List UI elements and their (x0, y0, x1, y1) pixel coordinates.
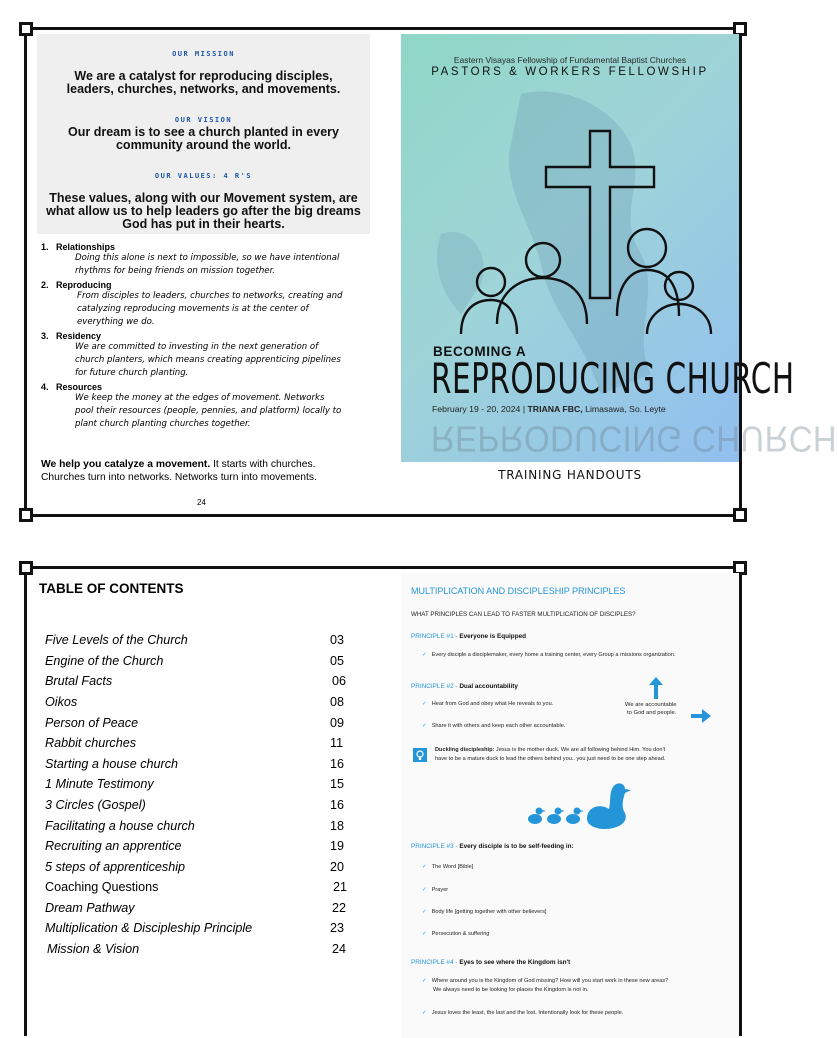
value-line: catalyzing reproducing movements is at the center of (77, 304, 309, 314)
principle-3-item (422, 930, 489, 939)
mission-text: We are a catalyst for reproducing disciples, leaders, churches, networks, and movements. (66, 69, 341, 96)
toc-label: Mission & Vision (47, 942, 140, 956)
lightbulb-icon (413, 748, 427, 762)
toc-page: 11 (330, 736, 344, 750)
check-icon: ✓ (422, 864, 427, 870)
duckling-discipleship-note (435, 746, 735, 764)
toc-entry (45, 921, 345, 935)
principle-2-item (422, 722, 565, 731)
value-line: pool their resources (people, pennies, and platform) locally to (75, 406, 342, 416)
toc-label: Dream Pathway (45, 901, 135, 915)
check-icon: ✓ (422, 909, 427, 915)
cover-title: PASTORS & WORKERS FELLOWSHIP (431, 66, 709, 78)
island-map-shape (437, 232, 484, 314)
frame-corner (19, 508, 33, 522)
principle-2-item (422, 700, 553, 709)
toc-page: 19 (330, 839, 345, 853)
toc-label: 5 steps of apprenticeship (45, 860, 186, 874)
value-item (41, 331, 381, 380)
toc-page: 22 (332, 901, 347, 915)
frame-corner (733, 508, 747, 522)
toc-page: 06 (332, 674, 347, 688)
frame-corner (19, 22, 33, 36)
principle-title: Dual accountability (459, 683, 518, 690)
headline-reflection: REPRODUCING CHURCH (431, 418, 837, 458)
toc-label: Facilitating a house church (45, 819, 195, 833)
value-description (41, 290, 381, 329)
vision-text: Our dream is to see a church planted in every community around the world. (68, 125, 339, 152)
cover-headline: REPRODUCING CHURCH (431, 354, 795, 404)
closing-statement (41, 458, 381, 484)
item-text: We always need to be looking for places the Kingdom is not in. (433, 987, 589, 993)
cover-poster (401, 34, 837, 462)
handout-page-spread-top (24, 27, 837, 517)
toc-entry (45, 901, 345, 915)
toc-page: 16 (330, 757, 345, 771)
toc-label: 3 Circles (Gospel) (45, 798, 146, 812)
item-text: Jesus loves the least, the last and the lost. Intentionally look for these people. (431, 1010, 624, 1016)
principle-4-item (422, 977, 668, 995)
toc-page: 16 (330, 798, 345, 812)
toc-page: 20 (330, 860, 345, 874)
toc-page: 18 (330, 819, 345, 833)
item-text: Prayer (431, 887, 449, 893)
principle-number: PRINCIPLE #2 - (411, 683, 458, 690)
principle-number: PRINCIPLE #3 - (411, 843, 458, 850)
value-title: Reproducing (56, 280, 112, 290)
check-icon: ✓ (422, 723, 427, 729)
toc-entry (45, 757, 345, 771)
principles-page (401, 573, 739, 1038)
toc-entry (45, 633, 345, 647)
item-text: Hear from God and obey what He reveals to you. (431, 701, 554, 707)
value-line: We keep the money at the edges of movement. Networks (75, 393, 325, 403)
value-line: rhythms for being friends on mission together. (75, 266, 276, 276)
arrow-right-icon (691, 709, 711, 723)
values-text: These values, along with our Movement system, are what allow us to help leaders go after the big dreams God has put in their hearts. (46, 191, 361, 231)
toc-page: 09 (330, 716, 345, 730)
event-dates: February 19 - 20, 2024 (432, 404, 521, 414)
toc-label: Person of Peace (45, 716, 139, 730)
principle-title: Eyes to see where the Kingdom isn't (459, 959, 571, 966)
values-heading: OUR VALUES: 4 R'S (154, 172, 253, 180)
note-line: to God and people. (627, 710, 677, 716)
toc-title: TABLE OF CONTENTS (39, 581, 184, 596)
toc-label: Brutal Facts (45, 674, 113, 688)
closing-bold: We help you catalyze a movement. (41, 459, 211, 470)
value-line: church planters, which means creating apprenticing pipelines (75, 355, 341, 365)
toc-label: Starting a house church (45, 757, 179, 771)
check-icon: ✓ (422, 887, 427, 893)
principle-title: Everyone is Equipped (459, 633, 527, 640)
principle-1-item (422, 651, 675, 660)
toc-label: Multiplication & Discipleship Principle (45, 921, 253, 935)
principle-3-heading (411, 843, 574, 850)
accountable-note (625, 701, 676, 717)
value-item (41, 280, 381, 329)
closing-line-2: Churches turn into networks. Networks turn into movements. (41, 472, 317, 483)
training-handouts-label: TRAINING HANDOUTS (498, 468, 642, 482)
toc-page: 03 (330, 633, 345, 647)
value-line: for future church planting. (75, 368, 189, 378)
principle-3-item (422, 886, 448, 895)
toc-label: 1 Minute Testimony (45, 777, 154, 791)
toc-page: 05 (330, 654, 345, 668)
item-text: Every disciple a disciplemaker, every home a training center, every Group a missions organization. (431, 652, 676, 658)
toc-entry (45, 880, 348, 894)
value-line: We are committed to investing in the next generation of (75, 342, 319, 352)
principle-4-heading (411, 959, 570, 966)
toc-label: Recruiting an apprentice (45, 839, 182, 853)
toc-label: Five Levels of the Church (45, 633, 188, 647)
cover-organization: Eastern Visayas Fellowship of Fundamental Baptist Churches (453, 55, 687, 65)
check-icon: ✓ (422, 652, 427, 658)
item-text: The Word [Bible] (431, 864, 474, 870)
value-number: 3. (41, 331, 49, 341)
handout-page-spread-bottom (24, 566, 742, 1036)
toc-page: 15 (330, 777, 345, 791)
note-text: Jesus is the mother duck. We are all following behind Him. You don't (494, 747, 666, 753)
principles-question: WHAT PRINCIPLES CAN LEAD TO FASTER MULTIPLICATION OF DISCIPLES? (411, 611, 636, 618)
check-icon: ✓ (422, 931, 427, 937)
value-number: 1. (41, 242, 49, 252)
toc-label: Coaching Questions (45, 880, 159, 894)
value-number: 2. (41, 280, 49, 290)
toc-label: Oikos (45, 695, 78, 709)
value-title: Resources (56, 382, 103, 392)
principle-number: PRINCIPLE #1 - (411, 633, 458, 640)
item-text: Share it with others and keep each other accountable. (431, 723, 566, 729)
value-title: Relationships (56, 242, 116, 252)
cover-becoming: BECOMING A (433, 344, 527, 359)
principle-3-item (422, 863, 473, 872)
value-title: Residency (56, 331, 102, 341)
ducks-illustration (525, 779, 635, 829)
closing-rest: It starts with churches. (210, 459, 316, 470)
toc-page: 21 (333, 880, 348, 894)
item-text: Body life [getting together with other believers] (431, 909, 547, 915)
value-line: plant church planting churches together. (75, 419, 251, 429)
toc-label: Rabbit churches (45, 736, 137, 750)
cover-event-details (432, 404, 666, 414)
note-text: have to be a mature duck to lead the others behind you.. you just need to be one step ahead. (435, 756, 666, 762)
value-description (41, 252, 381, 278)
toc-label: Engine of the Church (45, 654, 164, 668)
check-icon: ✓ (422, 978, 427, 984)
mission-vision-box (37, 34, 370, 234)
check-icon: ✓ (422, 1010, 427, 1016)
arrow-up-icon (649, 677, 663, 699)
value-description (41, 392, 381, 431)
toc-entry (45, 819, 345, 833)
item-text: Where around you is the Kingdom of God missing? How will you start work in these new areas? (431, 978, 669, 984)
check-icon: ✓ (422, 701, 427, 707)
event-venue: TRIANA FBC, (527, 404, 583, 414)
toc-entry (45, 716, 345, 730)
toc-entry (45, 695, 345, 709)
mission-heading: OUR MISSION (172, 50, 235, 58)
value-line: From disciples to leaders, churches to networks, creating and (77, 291, 343, 301)
note-bold: Duckling discipleship: (435, 747, 495, 753)
toc-entry (45, 839, 345, 853)
value-item (41, 242, 381, 278)
toc-entry (45, 654, 345, 668)
toc-entry (45, 777, 345, 791)
value-item (41, 382, 381, 431)
value-line: everything we do. (77, 317, 155, 327)
principle-2-heading (411, 683, 518, 690)
note-line: We are accountable (625, 702, 677, 708)
principle-title: Every disciple is to be self-feeding in: (459, 843, 574, 850)
value-number: 4. (41, 382, 49, 392)
item-text: Persecution & suffering (431, 931, 490, 937)
principle-1-heading (411, 633, 526, 640)
principle-3-item (422, 908, 546, 917)
toc-entry (45, 674, 345, 688)
value-line: Doing this alone is next to impossible, so we have intentional (75, 253, 340, 263)
toc-page: 08 (330, 695, 345, 709)
toc-page: 23 (330, 921, 345, 935)
page-number: 24 (197, 498, 206, 507)
vision-heading: OUR VISION (174, 116, 233, 124)
event-place: Limasawa, So. Leyte (585, 404, 666, 414)
principle-4-item (422, 1009, 623, 1018)
toc-entry (47, 942, 347, 956)
toc-page: 24 (332, 942, 347, 956)
lightbulb-glyph (413, 748, 427, 762)
toc-entry (45, 736, 345, 750)
toc-entry (45, 798, 345, 812)
principles-heading: MULTIPLICATION AND DISCIPLESHIP PRINCIPLES (411, 586, 626, 596)
values-list (41, 242, 381, 433)
toc-entry (45, 860, 345, 874)
separator: | (522, 404, 526, 414)
frame-corner (19, 561, 33, 575)
value-description (41, 341, 381, 380)
principle-number: PRINCIPLE #4 - (411, 959, 458, 966)
